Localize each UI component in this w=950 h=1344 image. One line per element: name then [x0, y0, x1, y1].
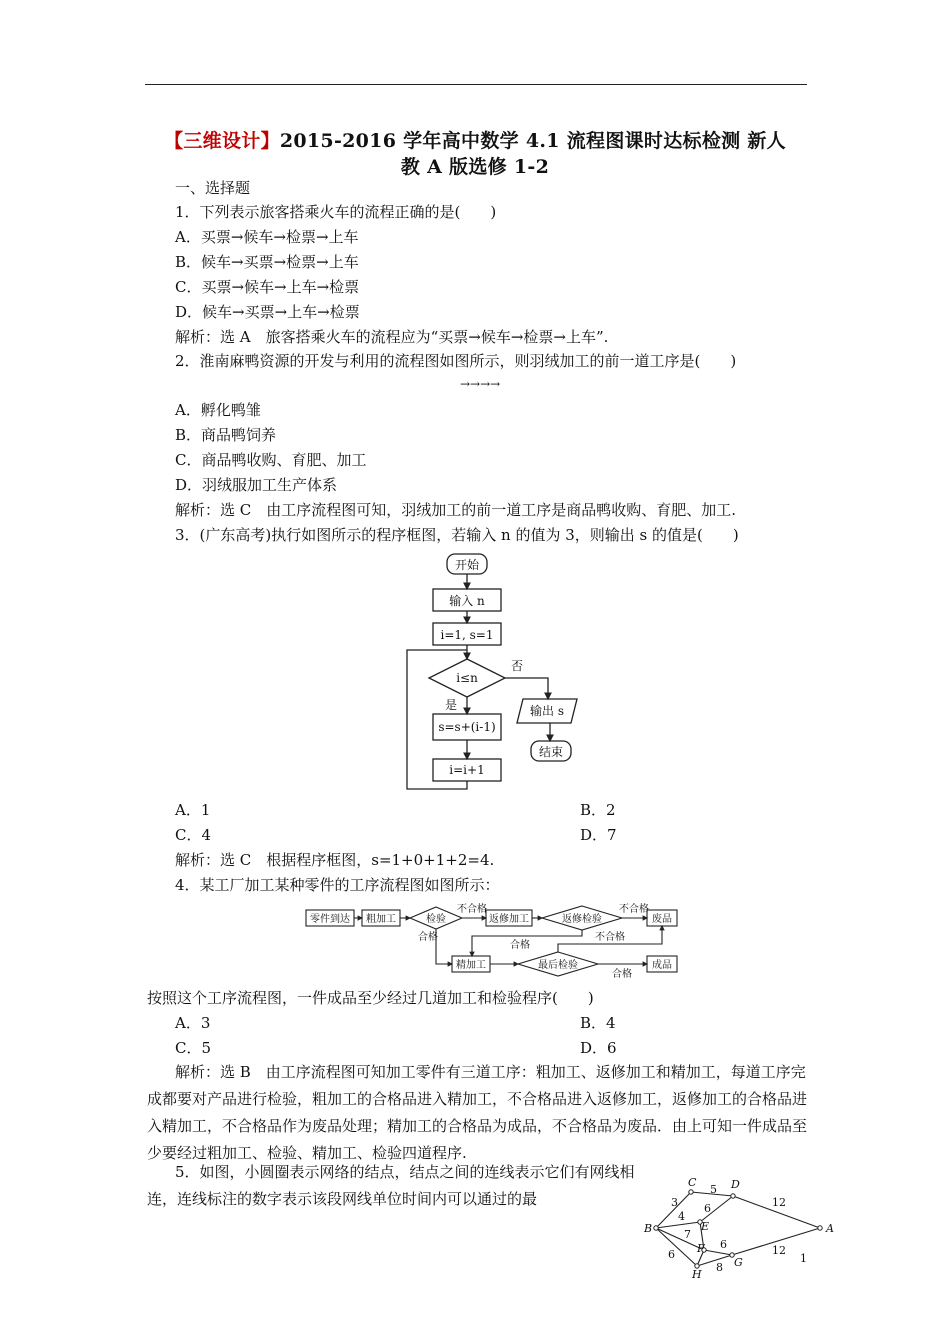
- flow-end: 结束: [538, 745, 564, 759]
- q2-option-b: B．商品鸭饲养: [175, 426, 277, 444]
- q1-stem: 1．下列表示旅客搭乘火车的流程正确的是( ): [175, 203, 497, 221]
- node-g: G: [734, 1256, 743, 1269]
- q2-arrows: →→→→: [460, 377, 501, 391]
- flow4-arrive: 零件到达: [310, 914, 350, 925]
- weight-be: 4: [678, 1210, 685, 1223]
- flow4-product: 成品: [652, 960, 672, 971]
- flow4-repair: 返修加工: [489, 914, 529, 925]
- q3-option-b: B．2: [580, 801, 616, 819]
- flow4-unq1: 不合格: [457, 904, 487, 915]
- flow-body: s=s+(i-1): [438, 720, 496, 734]
- flow4-q2: 合格: [510, 940, 530, 951]
- doc-title-line1: [130, 126, 820, 153]
- q3-option-c: C．4: [175, 826, 212, 844]
- q4-option-d: D．6: [580, 1039, 617, 1057]
- flow4-unq2: 不合格: [619, 904, 649, 915]
- flow4-fine: 精加工: [456, 960, 486, 971]
- q3-stem: 3．(广东高考)执行如图所示的程序框图，若输入 n 的值为 3，则输出 s 的值是( ): [175, 526, 739, 544]
- weight-bc: 3: [671, 1196, 678, 1209]
- q4-answer: 解析：选 B 由工序流程图可知加工零件有三道工序：粗加工、返修加工和精加工，每道工序完成都要对产品进行检验，粗加工的合格品进入精加工，不合格品进入返修加工，返修加工的合格品进入精加工，不合格品作为废品处理；精加工的合格品为成品，不合格品为废品．由上可知一件成品至少要经过粗加工、检验、精加工、检验四道程序.: [147, 1063, 808, 1162]
- q1-option-a: A．买票→候车→检票→上车: [175, 228, 359, 246]
- section-heading: 一、选择题: [175, 179, 251, 197]
- flow-inc: i=i+1: [449, 763, 485, 777]
- q5-network: [640, 1172, 840, 1282]
- flow-no: 否: [510, 659, 524, 673]
- node-a: A: [826, 1222, 834, 1235]
- flow4-final: 最后检验: [538, 960, 578, 971]
- q4-flowchart: [300, 900, 685, 980]
- title-text: 2015-2016 学年高中数学 4.1 流程图课时达标检测 新人: [279, 130, 786, 152]
- q4-option-c: C．5: [175, 1039, 212, 1057]
- flow-init: i=1, s=1: [440, 628, 494, 642]
- q2-stem: 2．淮南麻鸭资源的开发与利用的流程图如图所示，则羽绒加工的前一道工序是( ): [175, 352, 737, 370]
- flow4-unq3: 不合格: [595, 932, 625, 943]
- flow-input: 输入 n: [449, 594, 485, 608]
- weight-hg: 8: [716, 1261, 723, 1274]
- q3-flowchart: [395, 548, 615, 793]
- q4-option-b: B．4: [580, 1014, 616, 1032]
- node-e: E: [701, 1220, 710, 1233]
- flow4-q1: 合格: [418, 932, 438, 943]
- q3-option-d: D．7: [580, 826, 617, 844]
- flow4-check1: 检验: [426, 914, 446, 925]
- q1-option-c: C．买票→候车→上车→检票: [175, 278, 360, 296]
- weight-ga: 12: [772, 1244, 786, 1257]
- header-rule: [145, 84, 807, 85]
- q2-option-c: C．商品鸭收购、育肥、加工: [175, 451, 367, 469]
- node-b: B: [644, 1222, 653, 1235]
- q4-stem: 4．某工厂加工某种零件的工序流程图如图所示：: [175, 876, 500, 894]
- q1-option-d: D．候车→买票→上车→检票: [175, 303, 360, 321]
- weight-ed: 6: [704, 1202, 711, 1215]
- q2-option-d: D．羽绒服加工生产体系: [175, 476, 338, 494]
- weight-a: 1: [800, 1252, 807, 1265]
- flow4-check2: 返修检验: [562, 914, 602, 925]
- weight-cd: 5: [710, 1183, 717, 1196]
- q1-answer: 解析：选 A 旅客搭乘火车的流程应为“买票→候车→检票→上车”.: [175, 328, 609, 346]
- q5-stem: 5．如图，小圆圈表示网络的结点，结点之间的连线表示它们有网线相连，连线标注的数字表示该段网线单位时间内可以通过的最: [147, 1163, 635, 1208]
- node-c: C: [688, 1176, 697, 1189]
- flow4-waste: 废品: [652, 914, 672, 925]
- q2-answer: 解析：选 C 由工序流程图可知，羽绒加工的前一道工序是商品鸭收购、育肥、加工.: [175, 501, 737, 519]
- node-f: F: [697, 1242, 705, 1255]
- node-d: D: [731, 1178, 740, 1191]
- q4-option-a: A．3: [175, 1014, 211, 1032]
- flow4-rough: 粗加工: [366, 914, 396, 925]
- flow4-q3: 合格: [612, 969, 632, 980]
- doc-title-line2: 教 A 版选修 1-2: [400, 156, 550, 178]
- weight-bh: 6: [668, 1248, 675, 1261]
- flow-output: 输出 s: [530, 704, 564, 718]
- q3-answer: 解析：选 C 根据程序框图，s=1+0+1+2=4.: [175, 851, 495, 869]
- q2-option-a: A．孵化鸭雏: [175, 401, 261, 419]
- q4-question: 按照这个工序流程图，一件成品至少经过几道加工和检验程序( ): [147, 989, 594, 1007]
- flow-cond: i≤n: [456, 671, 478, 685]
- title-bracket: 【三维设计】: [164, 130, 280, 152]
- q3-option-a: A．1: [175, 801, 211, 819]
- q1-option-b: B．候车→买票→检票→上车: [175, 253, 359, 271]
- weight-bf: 7: [684, 1228, 691, 1241]
- flow-yes: 是: [444, 698, 458, 712]
- node-h: H: [692, 1268, 702, 1281]
- flow-start: 开始: [454, 558, 480, 572]
- weight-da: 12: [772, 1196, 786, 1209]
- weight-fg: 6: [720, 1238, 727, 1251]
